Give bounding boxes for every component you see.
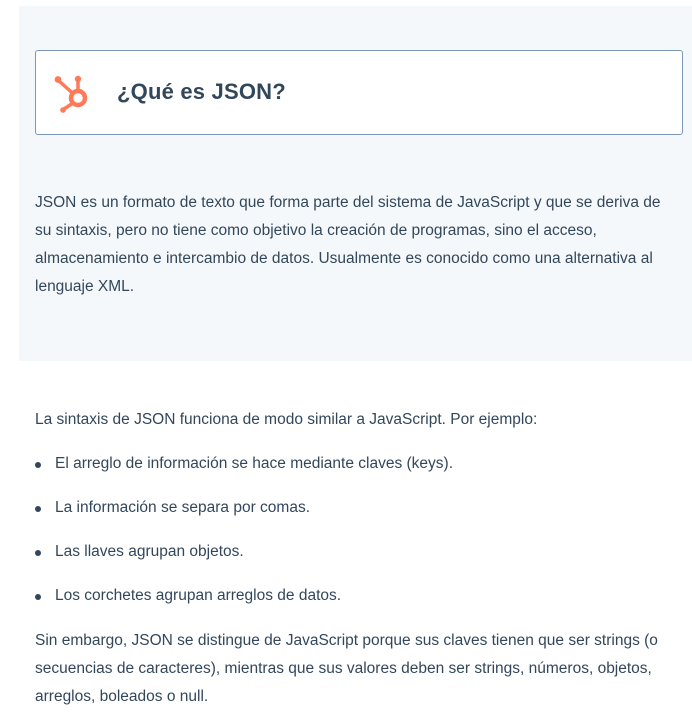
list-item [35,538,675,582]
list-item [35,582,675,626]
list-item [35,450,675,494]
list-item-text: El arreglo de información se hace mediante claves (keys). [55,455,454,472]
intro-paragraph: JSON es un formato de texto que forma parte del sistema de JavaScript y que se deriva de su sintaxis, pero no tiene como objetivo la creación de programas, sino el acceso, almacenamiento e intercambio de datos. Usualmente es conocido como una alternativa al lenguaje XML. [35,194,661,295]
page-title: ¿Qué es JSON? [117,79,286,104]
list-item [35,494,675,538]
bullet-dot [35,594,41,600]
callout-box [19,6,692,361]
bullet-dot [35,462,41,468]
bullet-list [35,450,675,626]
lead-paragraph: La sintaxis de JSON funciona de modo similar a JavaScript. Por ejemplo: [35,411,538,428]
list-item-text: Los corchetes agrupan arreglos de datos. [55,587,342,604]
title-card [35,50,683,135]
list-item-text: Las llaves agrupan objetos. [55,543,244,560]
closing-paragraph: Sin embargo, JSON se distingue de JavaScript porque sus claves tienen que ser strings (o secuencias de caracteres), mientras que sus valores deben ser strings, números, objetos, arreglos, boleados o null. [35,632,658,705]
hubspot-sprocket-icon [53,73,93,113]
bullet-dot [35,506,41,512]
bullet-dot [35,550,41,556]
list-item-text: La información se separa por comas. [55,499,311,516]
